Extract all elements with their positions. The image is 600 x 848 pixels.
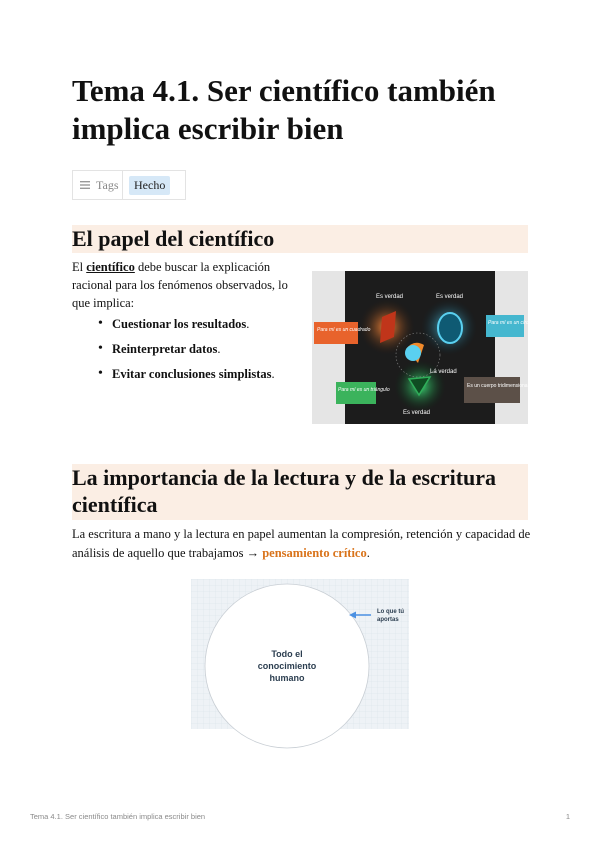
bullet-text: Evitar conclusiones simplistas [112,367,272,381]
intro-bold-term: científico [86,260,135,274]
importance-end: . [366,546,370,560]
section-heading-papel: El papel del científico [72,225,528,253]
callout-bottom-right: Es un cuerpo tridimensional [467,383,529,389]
tags-property [72,170,186,200]
side-line-2: aportas [377,617,399,623]
callout-left: Para mí es un cuadrado [317,327,371,333]
tag-chip[interactable]: Hecho [129,176,170,195]
label-top-left: Es verdad [376,294,404,300]
perspective-figure [312,271,536,424]
side-line-1: Lo que tú [377,609,404,615]
footer-title: Tema 4.1. Ser científico también implica escribir bien [30,812,206,821]
bullet-list [72,316,342,391]
intro-after: debe buscar la explicación racional para los fenómenos observados, lo que implica: [72,260,288,310]
bullet-suffix: . [217,342,221,356]
list-item [112,366,342,382]
label-mid: La verdad [430,369,457,375]
bullet-text: Reinterpretar datos [112,342,218,356]
intro-before: El [72,260,87,274]
knowledge-figure [191,579,409,729]
bullet-text: Cuestionar los resultados [112,317,247,331]
circle-line-2: conocimiento [257,661,317,671]
tags-label-text: Tags [96,177,119,192]
importance-paragraph [72,525,532,563]
callout-right: Para mí es un círculo [488,320,536,326]
bullet-suffix: . [246,317,250,331]
callout-bottom-left: Para mí es un triángulo [338,387,390,393]
list-item [112,341,342,357]
tags-label [73,171,123,199]
page-title: Tema 4.1. Ser científico también implica escribir bien [72,73,496,146]
label-bottom: Es verdad [403,410,431,416]
bullet-suffix: . [271,367,275,381]
list-icon [80,181,90,189]
list-item [112,316,342,332]
intro-paragraph [72,258,292,312]
circle-line-1: Todo el [271,649,303,659]
section-heading-importancia: La importancia de la lectura y de la escritura científica [72,464,528,520]
page-number: 1 [565,812,570,821]
critical-thinking-highlight: pensamiento crítico [262,546,367,560]
label-top-right: Es verdad [436,294,464,300]
circle-line-3: humano [269,673,305,683]
circle-shape [438,313,462,343]
importance-text: La escritura a mano y la lectura en papel aumentan la compresión, retención y capacidad de análisis de aquello que trabajamos → [72,527,531,560]
